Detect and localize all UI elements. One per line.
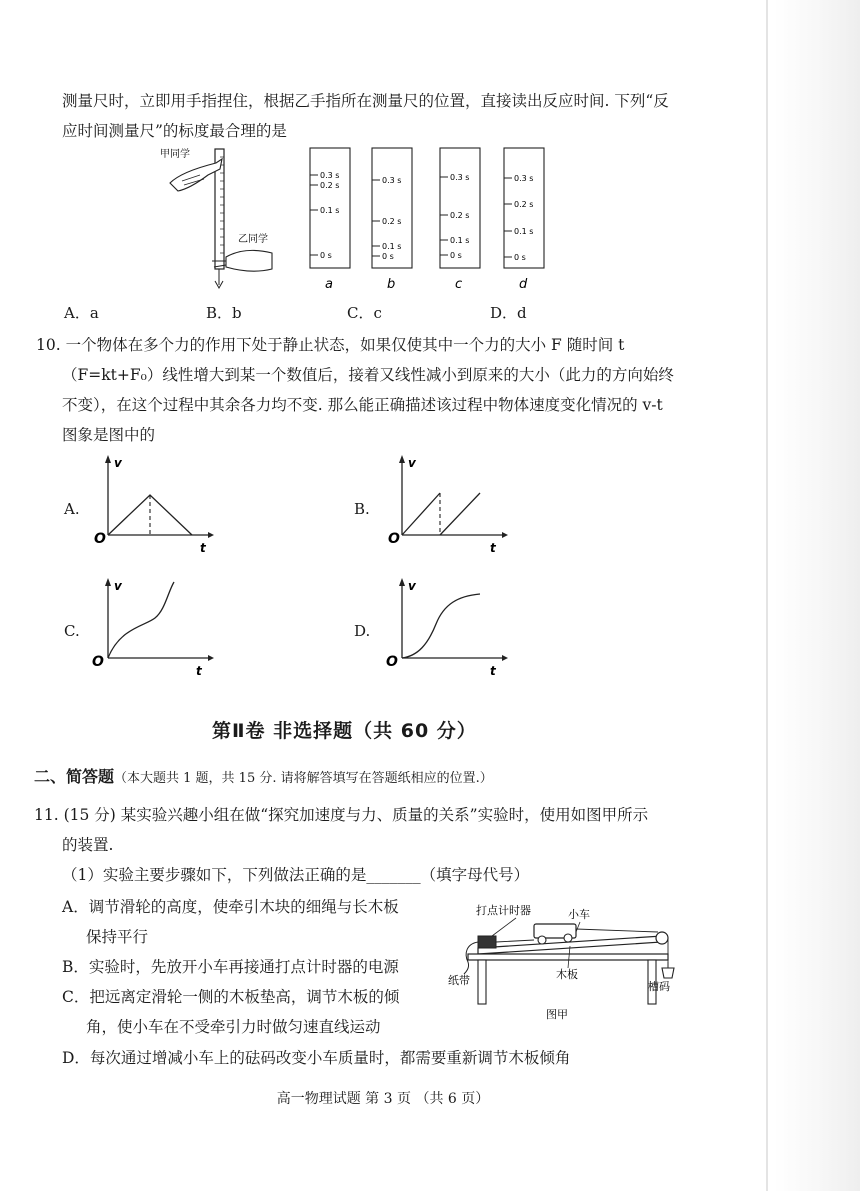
svg-text:0.2 s: 0.2 s [450, 211, 470, 220]
svg-text:t: t [490, 541, 496, 555]
part-2-heading-row [34, 766, 493, 790]
figure-caption: 图甲 [546, 1008, 568, 1021]
svg-text:0 s: 0 s [450, 251, 462, 260]
apparatus-figure [440, 898, 690, 1028]
svg-text:0.1 s: 0.1 s [382, 242, 402, 251]
ruler-options [300, 145, 560, 295]
q10-text-line-4: 图象是图中的 [62, 426, 156, 444]
svg-text:0 s: 0 s [320, 251, 332, 260]
q11-option-b: B．实验时，先放开小车再接通打点计时器的电源 [62, 958, 399, 976]
q11-option-a-line-2: 保持平行 [86, 928, 149, 946]
svg-text:v: v [114, 579, 122, 593]
q9-option-d: D．d [490, 304, 527, 322]
graph-c-label: C. [64, 622, 80, 640]
svg-text:0.2 s: 0.2 s [514, 200, 534, 209]
person-b-label: 乙同学 [238, 234, 268, 245]
vt-graph-c [90, 578, 220, 683]
section-2-title: 第Ⅱ卷 非选择题（共 60 分） [212, 720, 477, 742]
ruler-d [504, 148, 544, 292]
graph-d-label: D. [354, 622, 371, 640]
tape-label: 纸带 [448, 974, 470, 987]
page-footer: 高一物理试题 第 3 页 （共 6 页） [276, 1091, 490, 1107]
ruler-c-letter: c [455, 277, 463, 292]
q11-option-c-line-1: C．把远离定滑轮一侧的木板垫高，调节木板的倾 [62, 988, 400, 1006]
q11-option-d: D．每次通过增减小车上的砝码改变小车质量时，都需要重新调节木板倾角 [62, 1049, 571, 1067]
svg-text:0.2 s: 0.2 s [320, 181, 340, 190]
svg-text:O: O [94, 531, 106, 547]
scan-margin [774, 0, 860, 1191]
svg-text:0 s: 0 s [382, 252, 394, 261]
q11-option-a-line-1: A．调节滑轮的高度，使牵引木块的细绳与长木板 [62, 898, 399, 916]
q11-subquestion-1: （1）实验主要步骤如下，下列做法正确的是_______（填字母代号） [62, 866, 530, 884]
graph-b-label: B. [354, 500, 370, 518]
svg-text:t: t [200, 541, 206, 555]
vt-graph-b [384, 455, 514, 560]
svg-text:0.2 s: 0.2 s [382, 217, 402, 226]
ruler-a [310, 148, 350, 292]
q10-text-line-3: 不变），在这个过程中其余各力均不变. 那么能正确描述该过程中物体速度变化情况的 v-t [62, 396, 663, 414]
vt-graph-a [90, 455, 220, 560]
q11-text-line-1: 11. (15 分) 某实验兴趣小组在做“探究加速度与力、质量的关系”实验时，使用如图甲所示 [34, 806, 649, 824]
q10-text-line-2: （F=kt+F₀）线性增大到某一个数值后，接着又线性减小到原来的大小（此力的方向始终 [62, 366, 674, 384]
ruler-b-letter: b [387, 277, 396, 292]
q11-text-line-2: 的装置. [62, 836, 114, 854]
timer-label: 打点计时器 [476, 904, 531, 917]
svg-text:0.1 s: 0.1 s [320, 206, 340, 215]
part-2-note: （本大题共 1 题，共 15 分. 请将解答填写在答题纸相应的位置.） [114, 771, 493, 786]
part-2-heading: 二、简答题 [34, 767, 115, 786]
reaction-ruler-illustration [160, 145, 300, 295]
svg-text:0.3 s: 0.3 s [382, 176, 402, 185]
svg-text:0.3 s: 0.3 s [320, 171, 340, 180]
svg-text:O: O [92, 654, 104, 670]
svg-text:t: t [490, 664, 496, 678]
ruler-c [440, 148, 480, 292]
svg-text:0.3 s: 0.3 s [450, 173, 470, 182]
person-a-label: 甲同学 [160, 149, 190, 160]
ruler-b [372, 148, 412, 292]
board-label: 木板 [556, 968, 578, 981]
svg-text:0.1 s: 0.1 s [450, 236, 470, 245]
weight-label: 槽码 [648, 980, 670, 993]
svg-text:v: v [408, 456, 416, 470]
svg-text:0.3 s: 0.3 s [514, 174, 534, 183]
q9-option-a: A．a [64, 304, 99, 322]
q11-option-c-line-2: 角，使小车在不受牵引力时做匀速直线运动 [86, 1018, 381, 1036]
q9-option-c: C．c [347, 304, 382, 322]
q10-text-line-1: 10. 一个物体在多个力的作用下处于静止状态，如果仅使其中一个力的大小 F 随时间 t [36, 336, 625, 354]
svg-text:O: O [386, 654, 398, 670]
q9-text-line-2: 应时间测量尺”的标度最合理的是 [62, 122, 287, 140]
ruler-d-letter: d [519, 277, 528, 292]
cart-label: 小车 [568, 908, 590, 921]
ruler-a-letter: a [325, 277, 333, 292]
svg-text:t: t [196, 664, 202, 678]
svg-text:0 s: 0 s [514, 253, 526, 262]
graph-a-label: A. [64, 500, 80, 518]
q9-text-line-1: 测量尺时，立即用手指捏住，根据乙手指所在测量尺的位置，直接读出反应时间. 下列“反 [62, 92, 669, 110]
svg-text:v: v [408, 579, 416, 593]
q9-option-b: B．b [206, 304, 242, 322]
svg-text:v: v [114, 456, 122, 470]
svg-text:0.1 s: 0.1 s [514, 227, 534, 236]
svg-text:O: O [388, 531, 400, 547]
vt-graph-d [384, 578, 514, 683]
page-fold-line [766, 0, 768, 1191]
